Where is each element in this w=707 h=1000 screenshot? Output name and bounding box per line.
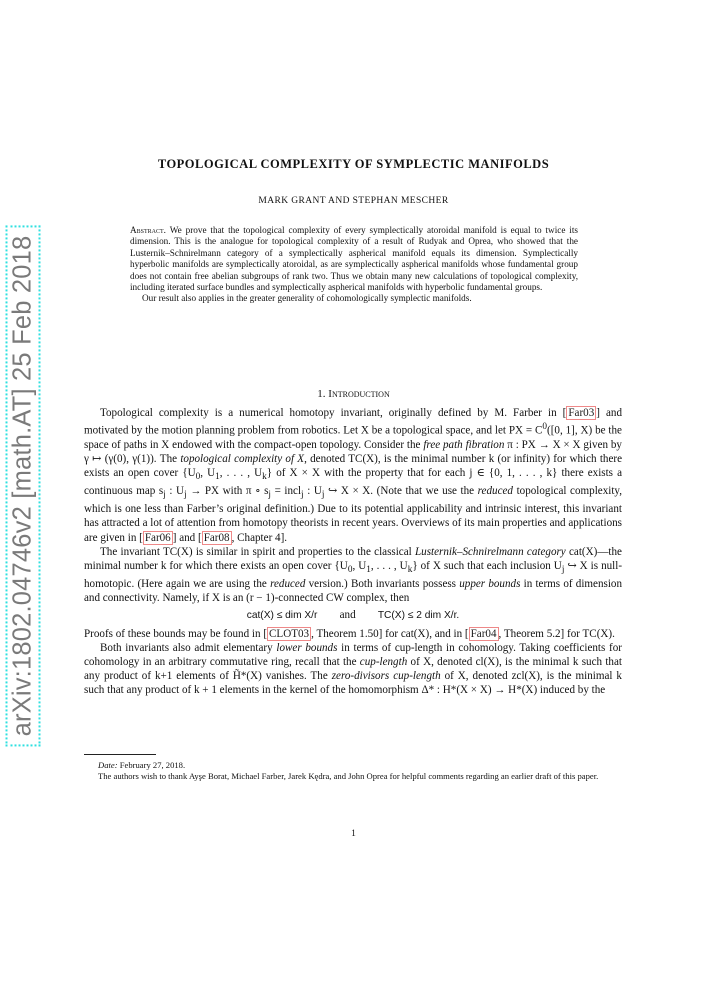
paragraph-3: Proofs of these bounds may be found in [ CLOT03 , Theorem 1.50] for cat(X), and in [ Far04 , Theorem 5.2] for TC(X). bbox=[84, 628, 615, 640]
citation-link[interactable]: CLOT03 bbox=[269, 628, 310, 640]
section-heading bbox=[0, 388, 707, 400]
footnote-thanks: The authors wish to thank Ayşe Borat, Michael Farber, Jarek Kędra, and John Oprea for helpful comments regarding an earlier draft of this paper. bbox=[98, 771, 599, 782]
section-number: 1. bbox=[317, 388, 326, 400]
citation-link[interactable]: Far08 bbox=[203, 531, 230, 544]
citation-link[interactable]: Far04 bbox=[470, 628, 497, 640]
paragraph-1: Topological complexity is a numerical homotopy invariant, originally defined by M. Farber in [ Far03 ] and motivated by the motion planning problem from robotics. Let X be a topological space, and let PX = $C^0([0$, 1], X) be the space of paths in X endowed with the compact-open topology. Consider the free path fibration π : PX → X × X given by γ ↦ (γ(0), γ(1)). The topological complexity of X, denoted TC(X), is the minimal number k (or infinity) for which there exists an open cover {$U_0$, $U_1$, . . . , $U_k$} of X × X with the property that for each j ∈ {0, 1, . . . , k} there exists a continuous map $s_j$ : $U_j$ → PX with π ∘ $s_j$ = incl$_j$ : $U_j$ ↪ X × X. (Note that we use the reduced topological complexity, which is one less than Farber’s original definition.) Due to its potential applicability and intrinsic interest, this invariant has attracted a lot of attention from homotopy theorists in recent years. Overviews of its main properties and applications are given in [ Far06 ] and [ Far08 , Chapter 4]. bbox=[84, 407, 623, 544]
paragraph-2: The invariant TC(X) is similar in spirit and properties to the classical Lusternik–Schnirelmann category cat(X)—the minimal number k for which there exists an open cover {$U_0$, $U_1$, . . . , $U_k$} of X such that each inclusion $U_j$ ↪ X is null-homotopic. (Here again we are using the reduced version.) Both invariants possess upper bounds in terms of dimension and connectivity. Namely, if X is an (r − 1)-connected CW complex, then bbox=[84, 545, 623, 604]
arxiv-sidebar bbox=[4, 235, 42, 737]
abstract-text: We prove that the topological complexity of every symplectically atoroidal manifold is equal to twice its dimension. This is the analogue for topological complexity of a result of Rudyak and Oprea, who showed that the Lusternik–Schnirelmann category of a symplectically aspherical manifold equals its dimension. Symplectically hyperbolic manifolds are symplectically atoroidal, as are symplectically aspherical manifolds whose fundamental group does not contain free abelian subgroups of rank two. Thus we obtain many new calculations of topological complexity, including iterated surface bundles and symplectically aspherical manifolds with hyperbolic fundamental groups. bbox=[130, 225, 578, 293]
abstract bbox=[130, 225, 578, 305]
paper-authors: MARK GRANT AND STEPHAN MESCHER bbox=[258, 196, 449, 206]
arxiv-identifier[interactable]: arXiv:1802.04746v2 [math.AT] 25 Feb 2018 bbox=[6, 226, 41, 747]
citation-link[interactable]: Far06 bbox=[144, 531, 171, 544]
abstract-paragraph bbox=[130, 225, 578, 293]
footnote-rule bbox=[84, 754, 156, 755]
page-number: 1 bbox=[351, 829, 356, 839]
equation: cat(X) ≤ dim X/r and TC(X) ≤ 2 dim X/r. bbox=[246, 608, 460, 621]
citation-link[interactable]: Far03 bbox=[568, 407, 595, 419]
paper-title: TOPOLOGICAL COMPLEXITY OF SYMPLECTIC MANIFOLDS bbox=[157, 157, 550, 171]
section-title: Introduction bbox=[328, 388, 390, 400]
abstract-label: Abstract. bbox=[130, 225, 166, 235]
body-text bbox=[84, 406, 622, 697]
paragraph-4: Both invariants also admit elementary lower bounds in terms of cup-length in cohomology. Taking coefficients for cohomology in an arbitrary commutative ring, recall that the cup-length of X, denoted cl(X), is the minimal k such that any product of k+1 elements of H̃*(X) vanishes. The zero-divisors cup-length of X, denoted zcl(X), is the minimal k such that any product of k + 1 elements in the kernel of the homomorphism Δ* : H*(X × X) → H*(X) induced by the bbox=[84, 642, 622, 697]
abstract-paragraph-2: Our result also applies in the greater generality of cohomologically symplectic manifolds. bbox=[142, 293, 472, 304]
footnotes bbox=[84, 760, 622, 782]
footnote-date: Date: February 27, 2018. bbox=[98, 760, 186, 770]
